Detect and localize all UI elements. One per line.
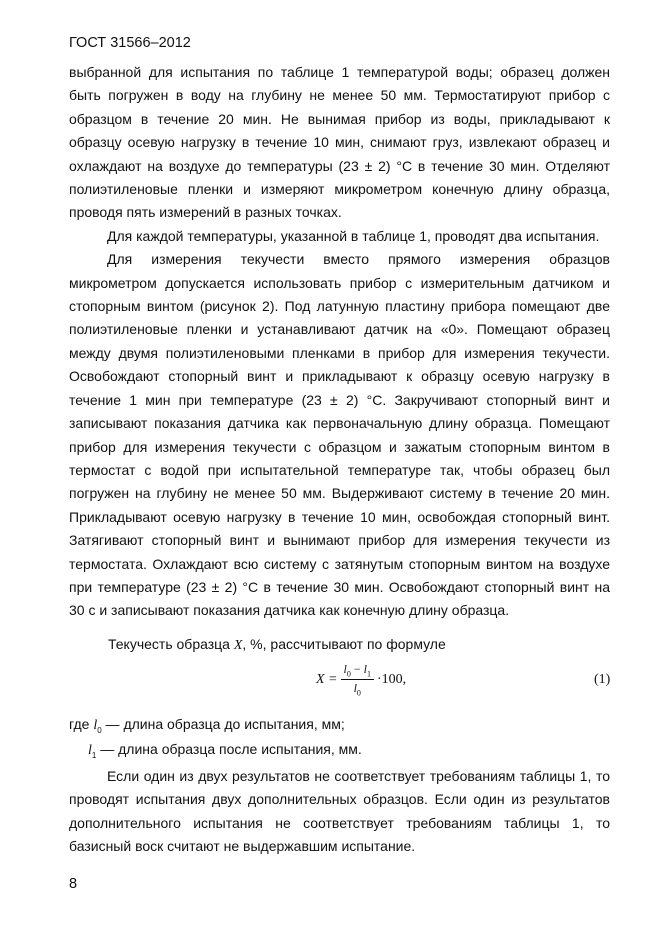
formula <box>316 662 406 698</box>
definition-l1: $l_1$ — длина образца после испытания, мм. <box>88 741 362 760</box>
paragraph-1: выбранной для испытания по таблице 1 температурой воды; образец должен быть погружен в воду на глубину не менее 50 мм. Термостатируют прибор с образцом в течение 20 мин. Не вынимая прибор из воды, прикладывают к образцу осевую нагрузку в течение 10 мин, снимают груз, извлекают образец и охлаждают на воздухе до температуры (23 ± 2) °С в течение 30 мин. Отделяют полиэтиленовые пленки и измеряют микрометром конечную длину образца, проводя пять измерений в разных точках. <box>69 64 610 221</box>
formula-intro-symbol: X <box>233 638 243 653</box>
paragraph-2: Для каждой температуры, указанной в таблице 1, проводят два испытания. <box>107 227 600 244</box>
document-header: ГОСТ 31566–2012 <box>69 35 191 51</box>
paragraph-4: Если один из двух результатов не соответствует требованиям таблицы 1, то проводят испытания двух дополнительных образцов. Если один из результатов дополнительного испытания не соответствует требованиям таблицы 1, то базисный воск считают не выдержавшим испытание. <box>69 768 610 855</box>
definition-l0: где $l_0$ — длина образца до испытания, мм; <box>69 716 345 735</box>
formula-denominator: $l_0$ <box>353 681 361 698</box>
final-text <box>69 765 610 859</box>
formula-multiplier: ·100, <box>376 671 407 687</box>
formula-lhs: X = <box>316 671 338 687</box>
paragraph-3: Для измерения текучести вместо прямого измерения образцов микрометром допускается использовать прибор с измерительным датчиком и стопорным винтом (рисунок 2). Под латунную пластину прибора помещают две полиэтиленовые пленки и устанавливают датчик на «0». Помещают образец между двумя полиэтиленовыми пленками в прибор для измерения текучести. Освобождают стопорный винт и прикладывают к образцу осевую нагрузку в течение 1 мин при температуре (23 ± 2) °С. Закручивают стопорный винт и записывают показания датчика как первоначальную длину образца. Помещают прибор для измерения текучести с образцом и зажатым стопорным винтом в термостат с водой при испытательной температуре так, чтобы образец был погружен на глубину не менее 50 мм. Выдерживают систему в течение 20 мин. Прикладывают осевую нагрузку в течение 10 мин, освобождая стопорный винт. Затягивают стопорный винт и вынимают прибор для измерения текучести из термостата. Охлаждают всю систему с затянутым стопорным винтом на воздухе при температуре (23 ± 2) °С в течение 30 мин. Освобождают стопорный винт на 30 с и записывают показания датчика как конечную длину образца. <box>69 251 610 619</box>
formula-numerator: $l_0 - l_1$ <box>341 662 374 680</box>
formula-number: (1) <box>594 672 611 687</box>
formula-intro-after: , %, рассчитывают по формуле <box>242 636 446 652</box>
formula-intro <box>108 636 446 654</box>
page-number: 8 <box>69 876 78 892</box>
formula-fraction <box>341 662 374 698</box>
formula-intro-before: Текучесть образца <box>108 636 230 652</box>
body-text <box>69 61 610 623</box>
